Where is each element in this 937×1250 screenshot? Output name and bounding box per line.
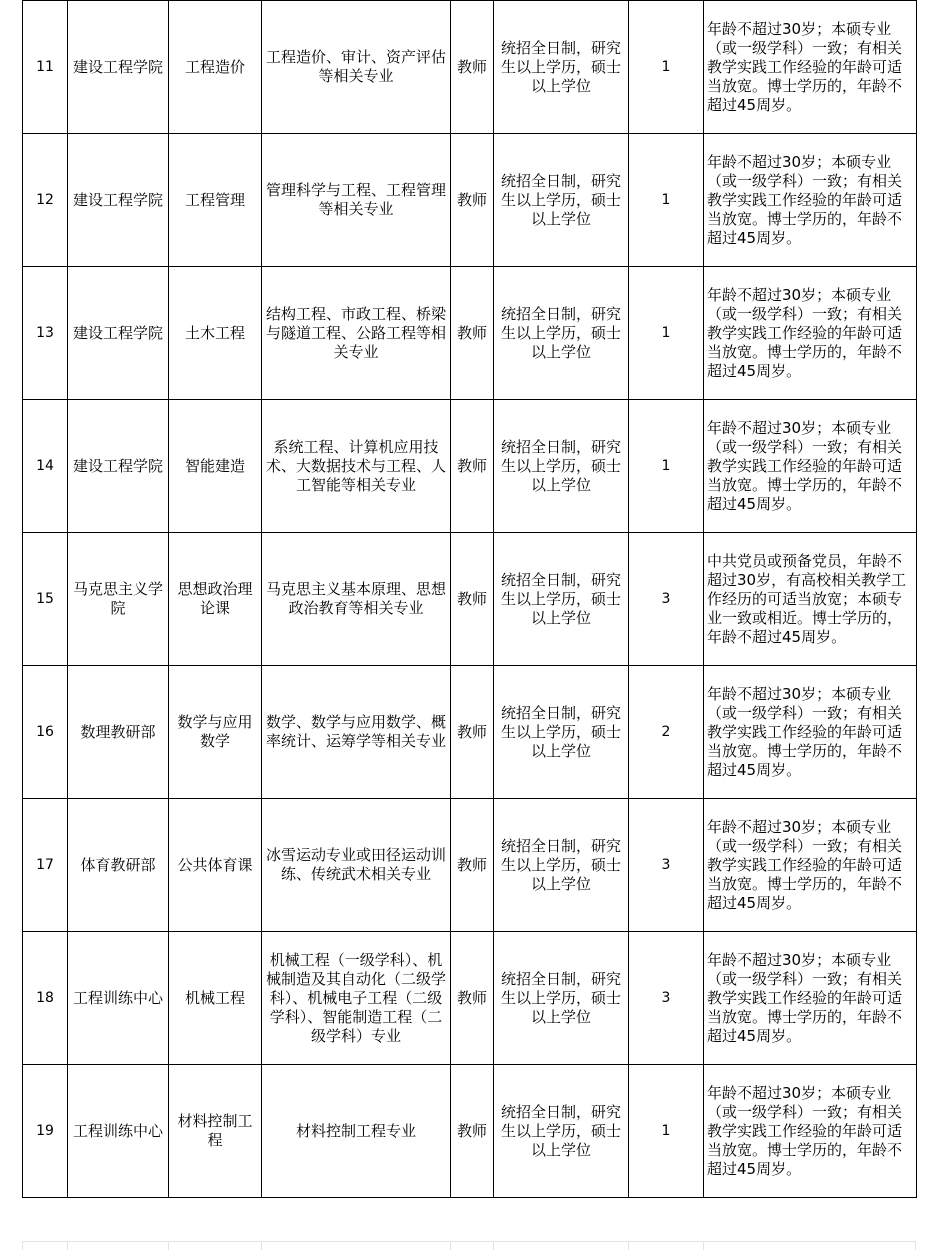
cell-count: 3	[629, 799, 704, 932]
cell-education: 统招全日制，研究生以上学历，硕士以上学位	[494, 666, 629, 799]
cell-requirement-major: 机械工程（一级学科）、机械制造及其自动化（二级学科）、机械电子工程（二级学科）、智能制造工程（二级学科）专业	[262, 932, 451, 1065]
gridline	[628, 1241, 629, 1250]
table-row	[23, 1, 917, 134]
cell-education: 统招全日制，研究生以上学历，硕士以上学位	[494, 799, 629, 932]
cell-post: 教师	[451, 533, 494, 666]
table-row	[23, 267, 917, 400]
table-row	[23, 932, 917, 1065]
cell-count: 3	[629, 533, 704, 666]
cell-education: 统招全日制，研究生以上学历，硕士以上学位	[494, 1, 629, 134]
cell-education: 统招全日制，研究生以上学历，硕士以上学位	[494, 267, 629, 400]
cell-no: 16	[23, 666, 68, 799]
cell-requirement-major: 材料控制工程专业	[262, 1065, 451, 1198]
cell-dept: 建设工程学院	[68, 400, 169, 533]
gridline	[22, 1241, 23, 1250]
table-body	[23, 0, 917, 1198]
cell-no: 15	[23, 533, 68, 666]
cell-post: 教师	[451, 932, 494, 1065]
cell-major: 机械工程	[169, 932, 262, 1065]
cell-no: 12	[23, 134, 68, 267]
cell-dept: 建设工程学院	[68, 1, 169, 134]
cell-count: 1	[629, 1065, 704, 1198]
cell-requirement-major: 马克思主义基本原理、思想政治教育等相关专业	[262, 533, 451, 666]
cell-major: 思想政治理论课	[169, 533, 262, 666]
cell-count: 1	[629, 134, 704, 267]
cell-post: 教师	[451, 1, 494, 134]
cell-count: 1	[629, 400, 704, 533]
cell-count: 2	[629, 666, 704, 799]
cell-major: 土木工程	[169, 267, 262, 400]
cell-requirement-major: 系统工程、计算机应用技术、大数据技术与工程、人工智能等相关专业	[262, 400, 451, 533]
cell-requirement-major: 冰雪运动专业或田径运动训练、传统武术相关专业	[262, 799, 451, 932]
cell-major: 智能建造	[169, 400, 262, 533]
cell-major: 数学与应用数学	[169, 666, 262, 799]
cell-requirement-major: 工程造价、审计、资产评估等相关专业	[262, 1, 451, 134]
cell-requirement-major: 数学、数学与应用数学、概率统计、运筹学等相关专业	[262, 666, 451, 799]
table-row	[23, 1065, 917, 1198]
recruitment-table	[22, 0, 917, 1198]
gridline	[67, 1241, 68, 1250]
cell-other: 年龄不超过30岁；本硕专业（或一级学科）一致；有相关教学实践工作经验的年龄可适当放宽。博士学历的，年龄不超过45周岁。	[704, 932, 917, 1065]
cell-no: 13	[23, 267, 68, 400]
cell-education: 统招全日制，研究生以上学历，硕士以上学位	[494, 932, 629, 1065]
gridline	[703, 1241, 704, 1250]
gridline	[915, 1241, 916, 1250]
cell-count: 1	[629, 1, 704, 134]
cell-dept: 马克思主义学院	[68, 533, 169, 666]
table-row	[23, 134, 917, 267]
cell-no: 19	[23, 1065, 68, 1198]
cell-other: 年龄不超过30岁；本硕专业（或一级学科）一致；有相关教学实践工作经验的年龄可适当放宽。博士学历的，年龄不超过45周岁。	[704, 1, 917, 134]
gridline	[450, 1241, 451, 1250]
cell-post: 教师	[451, 400, 494, 533]
cell-major: 公共体育课	[169, 799, 262, 932]
cell-post: 教师	[451, 134, 494, 267]
cell-post: 教师	[451, 666, 494, 799]
cell-no: 18	[23, 932, 68, 1065]
table-row	[23, 400, 917, 533]
cell-other: 年龄不超过30岁；本硕专业（或一级学科）一致；有相关教学实践工作经验的年龄可适当放宽。博士学历的，年龄不超过45周岁。	[704, 134, 917, 267]
cell-dept: 数理教研部	[68, 666, 169, 799]
cell-dept: 工程训练中心	[68, 1065, 169, 1198]
cell-count: 3	[629, 932, 704, 1065]
table-row	[23, 666, 917, 799]
cell-major: 材料控制工程	[169, 1065, 262, 1198]
cell-other: 年龄不超过30岁；本硕专业（或一级学科）一致；有相关教学实践工作经验的年龄可适当放宽。博士学历的，年龄不超过45周岁。	[704, 666, 917, 799]
cell-education: 统招全日制，研究生以上学历，硕士以上学位	[494, 1065, 629, 1198]
gridline	[168, 1241, 169, 1250]
cell-count: 1	[629, 267, 704, 400]
cell-education: 统招全日制，研究生以上学历，硕士以上学位	[494, 533, 629, 666]
cell-dept: 建设工程学院	[68, 267, 169, 400]
table-row	[23, 533, 917, 666]
empty-sheet-gridlines	[22, 1223, 916, 1250]
gridline	[22, 1241, 916, 1242]
cell-major: 工程管理	[169, 134, 262, 267]
cell-dept: 体育教研部	[68, 799, 169, 932]
cell-education: 统招全日制，研究生以上学历，硕士以上学位	[494, 400, 629, 533]
cell-major: 工程造价	[169, 1, 262, 134]
cell-other: 年龄不超过30岁；本硕专业（或一级学科）一致；有相关教学实践工作经验的年龄可适当放宽。博士学历的，年龄不超过45周岁。	[704, 799, 917, 932]
cell-post: 教师	[451, 799, 494, 932]
cell-other: 中共党员或预备党员，年龄不超过30岁，有高校相关教学工作经历的可适当放宽；本硕专业一致或相近。博士学历的，年龄不超过45周岁。	[704, 533, 917, 666]
cell-other: 年龄不超过30岁；本硕专业（或一级学科）一致；有相关教学实践工作经验的年龄可适当放宽。博士学历的，年龄不超过45周岁。	[704, 400, 917, 533]
cell-education: 统招全日制，研究生以上学历，硕士以上学位	[494, 134, 629, 267]
table-row	[23, 799, 917, 932]
cell-post: 教师	[451, 267, 494, 400]
cell-other: 年龄不超过30岁；本硕专业（或一级学科）一致；有相关教学实践工作经验的年龄可适当放宽。博士学历的，年龄不超过45周岁。	[704, 1065, 917, 1198]
gridline	[261, 1241, 262, 1250]
cell-dept: 工程训练中心	[68, 932, 169, 1065]
cell-other: 年龄不超过30岁；本硕专业（或一级学科）一致；有相关教学实践工作经验的年龄可适当放宽。博士学历的，年龄不超过45周岁。	[704, 267, 917, 400]
cell-requirement-major: 结构工程、市政工程、桥梁与隧道工程、公路工程等相关专业	[262, 267, 451, 400]
cell-requirement-major: 管理科学与工程、工程管理等相关专业	[262, 134, 451, 267]
cell-post: 教师	[451, 1065, 494, 1198]
cell-no: 11	[23, 1, 68, 134]
cell-dept: 建设工程学院	[68, 134, 169, 267]
cell-no: 14	[23, 400, 68, 533]
gridline	[493, 1241, 494, 1250]
cell-no: 17	[23, 799, 68, 932]
